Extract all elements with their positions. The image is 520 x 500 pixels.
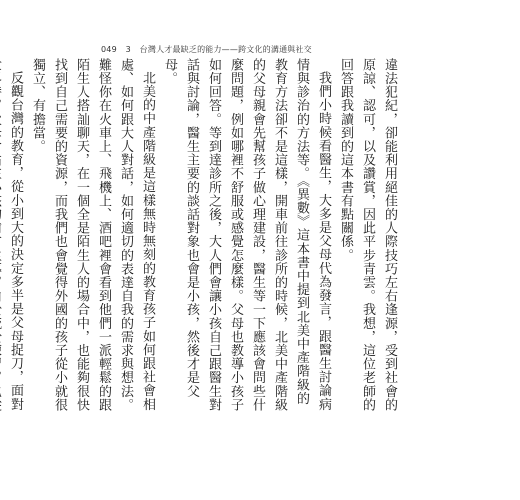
paragraph: 反觀台灣的教育，從小到大的決定多半是父母捉刀，面對 [8, 71, 23, 411]
page-number: 049 [101, 45, 117, 54]
paragraph: 違法犯紀，卻能利用絕佳的人際技巧左右逢源，受到社會的原諒、認可，以及讚賞，因此平步青雲。我想，這位老師的回答跟我讀到的這本書有點關係。 [338, 58, 397, 412]
vertical-body-text [8, 58, 400, 418]
paragraph: 我們小時候看醫生，大多是父母代為發言，跟醫生討論病情與診治的方法等。《異數》這本書中提到北美中產階級的教育方法卻不是這樣，開車前往診所的時候，北美中產階級的父母親會先幫孩子做心理建設，醫生等一下應該會問些什麼問題，例如哪裡不舒服或感覺怎麼樣。父母也教導小孩子如何回答。等到達診所之後，大人們會讓小孩自己跟醫生對話與討論，醫生主要的談話對象也會是小孩，然後才是父母。 [162, 58, 331, 412]
chapter-title: 台灣人才最缺乏的能力——跨文化的溝通與社交 [139, 45, 312, 54]
running-header [101, 44, 318, 55]
paragraph: 北美的中產階級是這樣無時無刻的教育孩子如何跟社會相處、如何跟大人對話，如何適切的表達自我的需求與想法。難怪你在火車上、飛機上、酒吧裡會看到他們一派輕鬆的跟陌生人搭訕聊天，在一個全是陌生人的場合中，也能夠很快找到自己需要的資源，而我們也會覺得外國的孩子從小就很獨立、有擔當。 [30, 58, 155, 412]
chapter-number: 3 [125, 45, 131, 54]
